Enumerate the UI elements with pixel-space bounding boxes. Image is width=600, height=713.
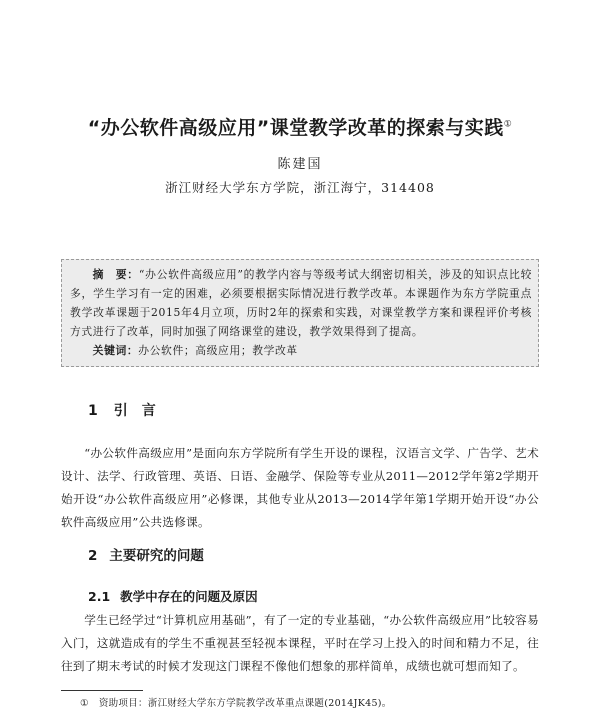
keywords-label: 关键词： (92, 344, 139, 357)
paper-title (0, 113, 600, 140)
section-1-title: 引言 (113, 403, 170, 419)
keywords-line (70, 341, 532, 360)
section-2-1-title: 教学中存在的问题及原因 (120, 589, 258, 604)
footnote-mark: ① (80, 698, 89, 709)
section-2-1-number: 2.1 (88, 589, 111, 604)
keywords-text: 办公软件；高级应用；教学改革 (138, 344, 298, 357)
section-2-heading (88, 544, 204, 564)
footnote-text: 资助项目：浙江财经大学东方学院教学改革重点课题(2014JK45)。 (98, 698, 392, 709)
abstract-label: 摘 要： (92, 268, 139, 281)
section-1-heading (88, 400, 170, 420)
section-2-number: 2 (88, 548, 98, 564)
author-affiliation: 浙江财经大学东方学院，浙江海宁，314408 (165, 180, 435, 195)
section-1-number: 1 (88, 403, 98, 419)
footnote (80, 695, 392, 709)
section-1-paragraph: “办公软件高级应用”是面向东方学院所有学生开设的课程，汉语言文学、广告学、艺术设计、法学、行政管理、英语、日语、金融学、保险等专业从2011—2012学年第2学期开始开设“办公软件高级应用”必修课，其他专业从2013—2014学年第1学期开始开设“办公软件高级应用”公共选修课。 (61, 446, 539, 529)
title-footnote-mark: ① (503, 119, 513, 130)
author-name: 陈建国 (277, 157, 323, 172)
footnote-divider (61, 690, 143, 691)
abstract-box (61, 259, 539, 367)
abstract-text: “办公软件高级应用”的教学内容与等级考试大纲密切相关，涉及的知识点比较多，学生学习有一定的困难，必须要根据实际情况进行教学改革。本课题作为东方学院重点教学改革课题于2015年4月立项，历时2年的探索和实践，对课堂教学方案和课程评价考核方式进行了改革，同时加强了网络课堂的建设，教学效果得到了提高。 (70, 268, 532, 338)
section-2-1-heading (88, 587, 258, 605)
section-2-1-paragraph: 学生已经学过“计算机应用基础”，有了一定的专业基础，“办公软件高级应用”比较容易入门，这就造成有的学生不重视甚至轻视本课程，平时在学习上投入的时间和精力不足，往往到了期末考试的时候才发现这门课程不像他们想象的那样简单，成绩也就可想而知了。 (61, 613, 539, 673)
title-text: “办公软件高级应用”课堂教学改革的探索与实践 (87, 117, 504, 139)
abstract-paragraph (70, 265, 532, 341)
section-2-title: 主要研究的问题 (109, 548, 204, 564)
